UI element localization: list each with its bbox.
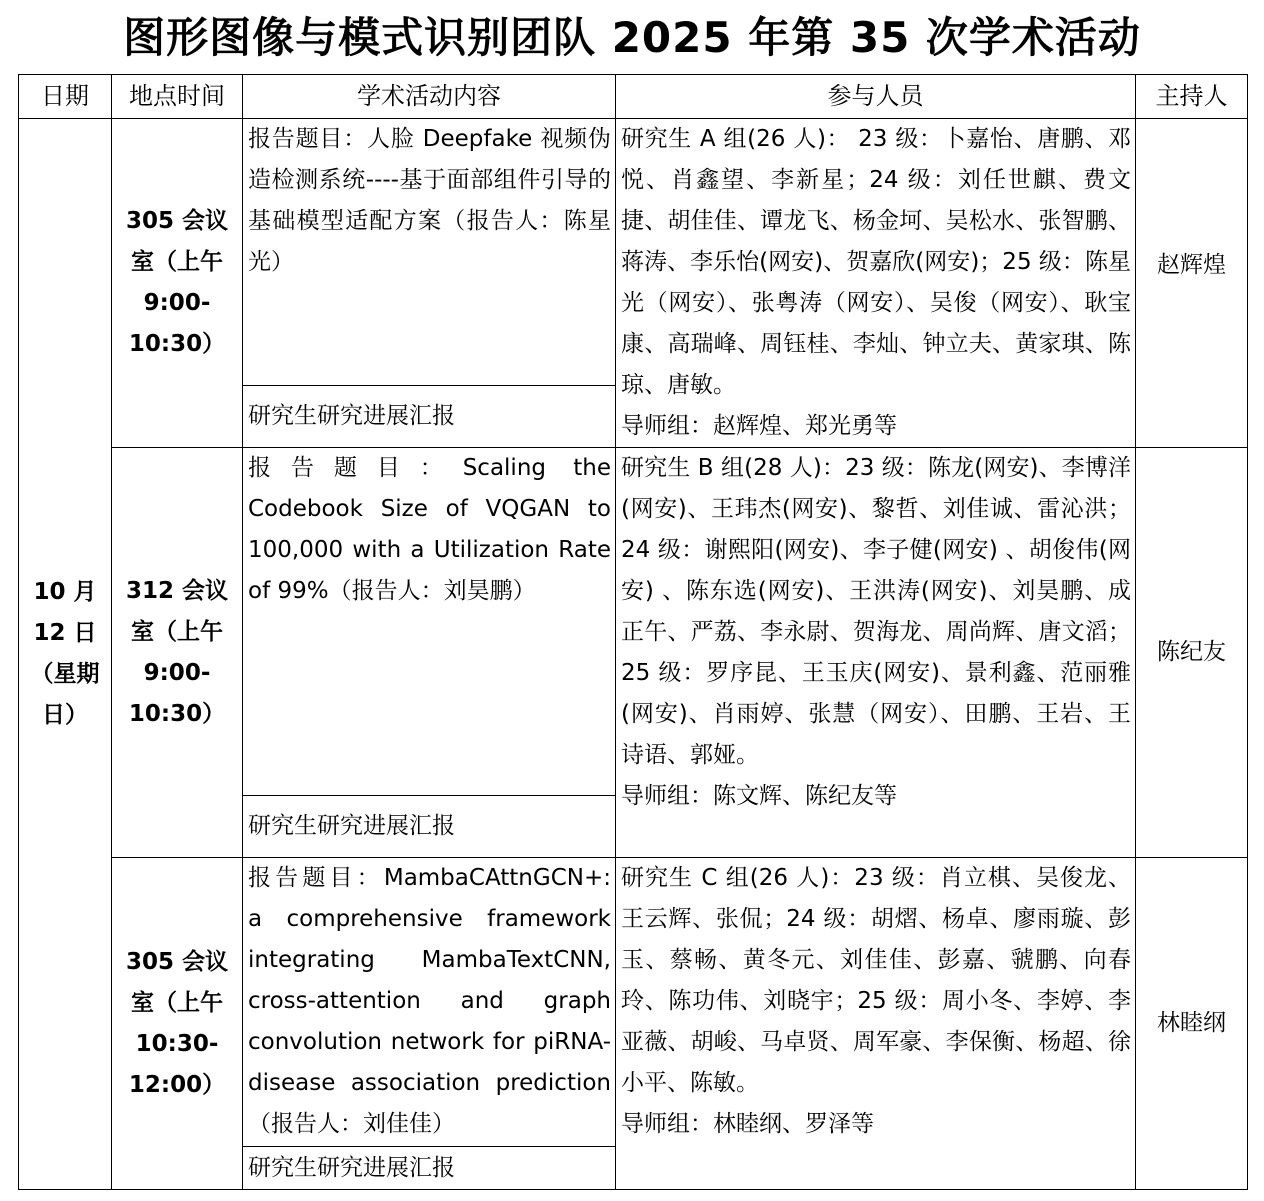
session-c-place-line-2: 室（上午 [131, 989, 223, 1016]
session-a-host: 赵辉煌 [1136, 119, 1248, 448]
session-b-place-line-1: 312 会议 [125, 577, 229, 604]
session-c-place-line-4: 12:00） [128, 1071, 226, 1098]
session-c-host: 林睦纲 [1136, 858, 1248, 1190]
session-a-place-line-2: 室（上午 [131, 249, 223, 275]
session-b-place-line-2: 室（上午 [131, 618, 223, 645]
session-a-report: 报告题目：人脸 Deepfake 视频伪造检测系统----基于面部组件引导的基础模型适配方案（报告人：陈星光） [243, 119, 616, 386]
session-c-row-report [19, 858, 1248, 1147]
session-a-participants-cell [616, 119, 1136, 448]
session-a-participants: 研究生 A 组(26 人)： 23 级：卜嘉怡、唐鹏、邓悦、肖鑫望、李新星；24 级：刘任世麒、费文捷、胡佳佳、谭龙飞、杨金坷、吴松水、张智鹏、蒋涛、李乐怡(网安)、贺嘉欣(网安)；25 级：陈星光（网安）、张粤涛（网安）、吴俊（网安）、耿宝康、高瑞峰、周钰桂、李灿、钟立夫、黄家琪、陈琼、唐敏。 [621, 126, 1131, 398]
session-c-progress: 研究生研究进展汇报 [243, 1147, 616, 1190]
session-a-row-report [19, 119, 1248, 386]
session-b-place-line-3: 9:00- [143, 659, 211, 686]
session-b-place-time [112, 448, 243, 858]
header-row [19, 75, 1248, 119]
session-c-participants: 研究生 C 组(26 人)：23 级：肖立棋、吴俊龙、王云辉、张侃；24 级：胡熠、杨卓、廖雨璇、彭玉、蔡畅、黄冬元、刘佳佳、彭嘉、虢鹏、向春玲、陈功伟、刘晓宇；25 级：周小冬、李婷、李亚薇、胡峻、马卓贤、周军豪、李保衡、杨超、徐小平、陈敏。 [621, 865, 1131, 1096]
session-b-participants: 研究生 B 组(28 人)：23 级：陈龙(网安)、李博洋(网安)、王玮杰(网安)、黎哲、刘佳诚、雷沁洪；24 级：谢熙阳(网安)、李子健(网安) 、胡俊伟(网安) 、陈东选(网安)、王洪涛(网安)、刘昊鹏、成正午、严荔、李永尉、贺海龙、周尚辉、唐文滔；25 级：罗序昆、王玉庆(网安)、景利鑫、范丽雅(网安)、肖雨婷、张慧（网安）、田鹏、王岩、王诗语、郭娅。 [621, 455, 1131, 768]
date-line-4: 日） [42, 702, 88, 728]
date-cell [19, 119, 112, 1190]
session-a-progress: 研究生研究进展汇报 [243, 385, 616, 447]
session-b-progress: 研究生研究进展汇报 [243, 796, 616, 858]
session-c-report: 报告题目：MambaCAttnGCN+: a comprehensive framework integrating MambaTextCNN, cross-attention and graph convolution network for piRNA-disease association prediction（报告人：刘佳佳） [243, 858, 616, 1147]
session-c-participants-cell [616, 858, 1136, 1190]
page-title: 图形图像与模式识别团队 2025 年第 35 次学术活动 [123, 13, 1141, 62]
session-b-row-report [19, 448, 1248, 796]
session-c-advisors: 导师组：林睦纲、罗泽等 [621, 1111, 874, 1137]
header-date: 日期 [19, 75, 112, 119]
session-a-place-line-1: 305 会议 [125, 208, 229, 234]
session-c-place-line-3: 10:30- [135, 1030, 219, 1057]
session-b-participants-cell [616, 448, 1136, 858]
session-a-advisors: 导师组：赵辉煌、郑光勇等 [621, 413, 897, 439]
session-b-report: 报告题目：Scaling the Codebook Size of VQGAN to 100,000 with a Utilization Rate of 99%（报告人：刘昊鹏） [243, 448, 616, 796]
header-host: 主持人 [1136, 75, 1248, 119]
session-b-host: 陈纪友 [1136, 448, 1248, 858]
session-c-place-time [112, 858, 243, 1190]
session-b-place-line-4: 10:30） [128, 700, 226, 727]
session-a-place-time [112, 119, 243, 448]
schedule-table [18, 74, 1248, 1190]
header-place-time: 地点时间 [112, 75, 243, 119]
header-content: 学术活动内容 [243, 75, 616, 119]
session-c-place-line-1: 305 会议 [125, 948, 229, 975]
session-b-advisors: 导师组：陈文辉、陈纪友等 [621, 783, 897, 809]
header-participants: 参与人员 [616, 75, 1136, 119]
session-a-place-line-4: 10:30） [128, 331, 226, 357]
date-line-3: （星期 [30, 661, 100, 687]
session-a-place-line-3: 9:00- [143, 290, 211, 316]
date-line-2: 12 日 [33, 620, 97, 646]
date-line-1: 10 月 [33, 579, 97, 605]
